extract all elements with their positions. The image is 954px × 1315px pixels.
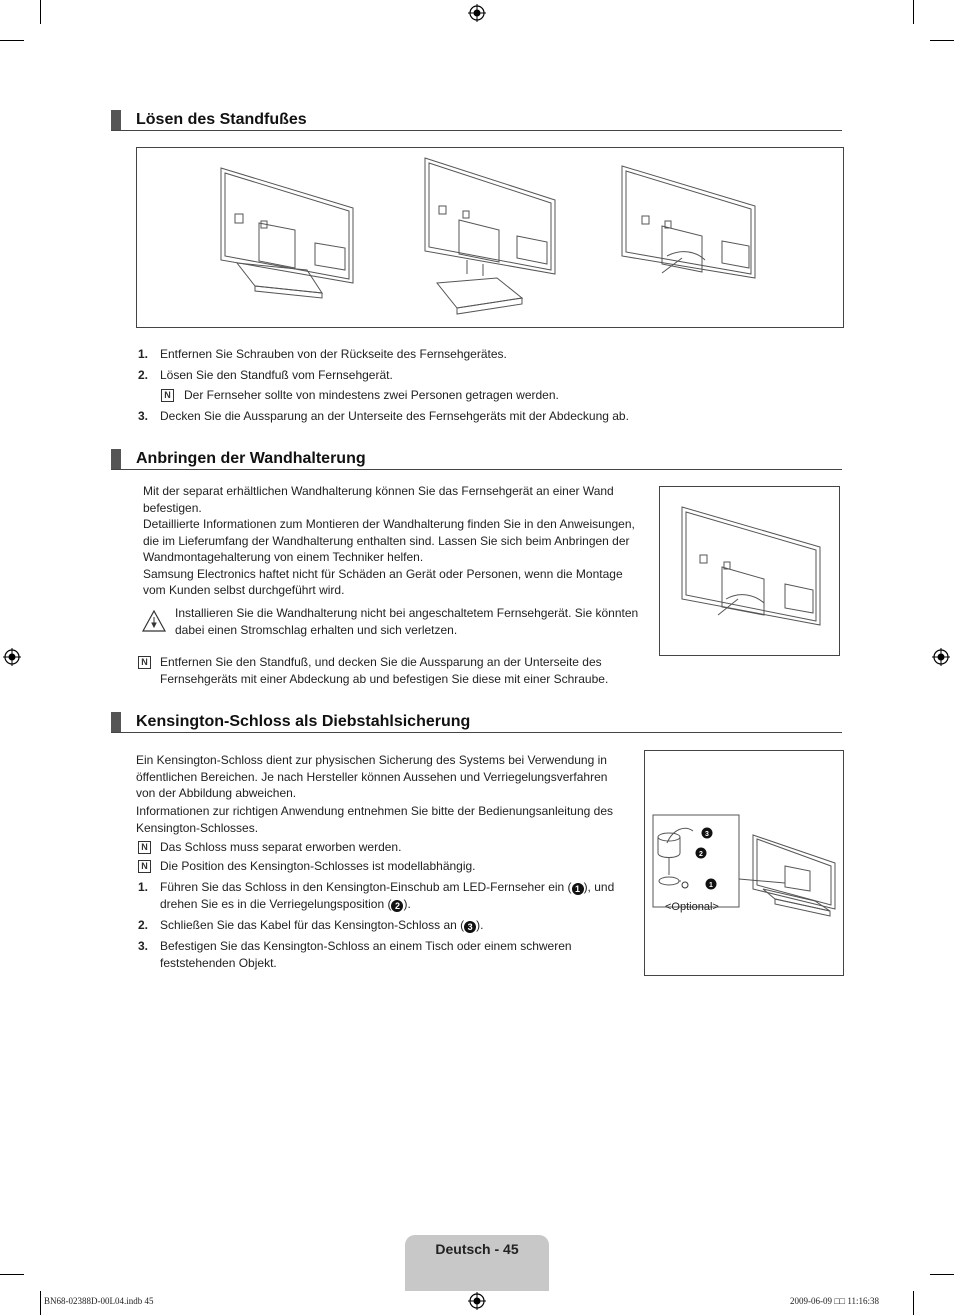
- section-bar: [111, 110, 121, 130]
- step-badge: 3: [464, 921, 476, 933]
- paragraph-line: Ein Kensington-Schloss dient zur physischen Sicherung des Systems bei Verwendung in: [136, 753, 607, 767]
- note-icon: N: [138, 656, 151, 669]
- crop-mark: [40, 0, 41, 24]
- step-number: 1.: [138, 880, 149, 894]
- footer-timestamp: 2009-06-09 □□ 11:16:38: [790, 1296, 880, 1306]
- paragraph-line: öffentlichen Bereichen. Je nach Hersteller können Aussehen und Verriegelungsverfahren: [136, 769, 608, 784]
- warning-icon: [141, 609, 167, 633]
- registration-mark-icon: [468, 1292, 486, 1310]
- step-text: Lösen Sie den Standfuß vom Fernsehgerät.: [160, 368, 393, 382]
- step-text: Entfernen Sie Schrauben von der Rückseite des Fernsehgerätes.: [160, 347, 507, 361]
- registration-mark-icon: [3, 648, 21, 666]
- optional-label: <Optional>: [665, 901, 719, 913]
- stand-removal-figure: [136, 147, 844, 328]
- kensington-figure: [644, 750, 844, 976]
- step-number: 2.: [138, 368, 149, 382]
- registration-mark-icon: [468, 4, 486, 22]
- step-text-part: Führen Sie das Schloss in den Kensington-Einschub am LED-Fernseher ein (: [160, 880, 572, 894]
- section-bar: [111, 712, 121, 732]
- section-header-stand: [111, 110, 842, 131]
- registration-mark-icon: [932, 648, 950, 666]
- paragraph-line: Mit der separat erhältlichen Wandhalterung können Sie das Fernsehgerät an einer Wand: [143, 484, 614, 498]
- footer-file: BN68-02388D-00L04.indb 45: [44, 1296, 154, 1306]
- note-text: Der Fernseher sollte von mindestens zwei Personen getragen werden.: [184, 388, 559, 402]
- note-text: Die Position des Kensington-Schlosses ist modellabhängig.: [160, 859, 476, 873]
- warning-line: dabei einen Stromschlag erhalten und sich verletzen.: [175, 622, 458, 637]
- step-number: 3.: [138, 409, 149, 423]
- callout-badge: 2: [699, 851, 703, 858]
- crop-mark: [913, 0, 914, 24]
- step-badge: 1: [572, 883, 584, 895]
- step-number: 3.: [138, 939, 149, 953]
- note-icon: N: [161, 389, 174, 402]
- paragraph-line: vom Kunden selbst durchgeführt wird.: [143, 583, 345, 597]
- crop-mark: [930, 1274, 954, 1275]
- note-line: Fernsehgeräts mit einer Abdeckung ab und befestigen Sie diese mit einer Schraube.: [160, 671, 609, 686]
- page-number-tab: [405, 1235, 549, 1291]
- step-text-part: Schließen Sie das Kabel für das Kensington-Schloss an (: [160, 918, 465, 932]
- note-icon: N: [138, 860, 151, 873]
- section-header-kensington: [111, 712, 842, 733]
- step-text: Decken Sie die Aussparung an der Unterseite des Fernsehgeräts mit der Abdeckung ab.: [160, 409, 629, 423]
- step-text-part: ).: [476, 918, 484, 932]
- warning-line: Installieren Sie die Wandhalterung nicht bei angeschaltetem Fernsehgerät. Sie könnten: [175, 606, 639, 620]
- callout-badge: 3: [705, 831, 709, 838]
- section-title: Anbringen der Wandhalterung: [136, 450, 366, 467]
- note-icon: N: [138, 841, 151, 854]
- step-badge: 2: [391, 900, 403, 912]
- section-header-wall: [111, 449, 842, 470]
- note-line: Entfernen Sie den Standfuß, und decken Sie die Aussparung an der Unterseite des: [160, 655, 602, 669]
- step-text: Befestigen Sie das Kensington-Schloss an einem Tisch oder einem schweren: [160, 939, 572, 953]
- section-title: Lösen des Standfußes: [136, 111, 307, 128]
- tv-back-illustration: [660, 487, 839, 655]
- crop-mark: [0, 40, 24, 41]
- step-number: 1.: [138, 347, 149, 361]
- step-text-part: ).: [403, 896, 411, 911]
- step-text: feststehenden Objekt.: [160, 955, 277, 970]
- step-text-part: drehen Sie es in die Verriegelungsposition (: [160, 896, 392, 911]
- section-title: Kensington-Schloss als Diebstahlsicherung: [136, 713, 471, 730]
- tv-stand-illustration: [137, 148, 843, 327]
- paragraph-line: Samsung Electronics haftet nicht für Schäden an Gerät oder Personen, wenn die Montage: [143, 566, 623, 581]
- crop-mark: [40, 1291, 41, 1315]
- paragraph-line: Detaillierte Informationen zum Montieren der Wandhalterung finden Sie in den Anweisungen,: [143, 517, 635, 531]
- wall-mount-figure: [659, 486, 840, 656]
- step-text: [160, 917, 484, 934]
- callout-badge: 1: [709, 882, 713, 889]
- paragraph-line: von der Abbildung abweichen.: [136, 786, 297, 800]
- step-number: 2.: [138, 918, 149, 932]
- step-text: [160, 879, 614, 896]
- note-text: Das Schloss muss separat erworben werden.: [160, 840, 402, 854]
- crop-mark: [0, 1274, 24, 1275]
- crop-mark: [930, 40, 954, 41]
- paragraph-line: Kensington-Schlosses.: [136, 820, 259, 835]
- paragraph-line: Wandmontagehalterung von einem Techniker helfen.: [143, 550, 424, 564]
- paragraph-line: Informationen zur richtigen Anwendung entnehmen Sie bitte der Bedienungsanleitung des: [136, 804, 613, 818]
- paragraph-line: die im Lieferumfang der Wandhalterung enthalten sind. Lassen Sie sich beim Anbringen der: [143, 533, 630, 548]
- crop-mark: [913, 1291, 914, 1315]
- step-text-part: ), und: [583, 880, 615, 894]
- section-bar: [111, 449, 121, 469]
- step-text: [160, 896, 411, 913]
- kensington-lock-illustration: [645, 751, 843, 975]
- paragraph-line: befestigen.: [143, 500, 202, 515]
- page-number: Deutsch - 45: [435, 1241, 519, 1257]
